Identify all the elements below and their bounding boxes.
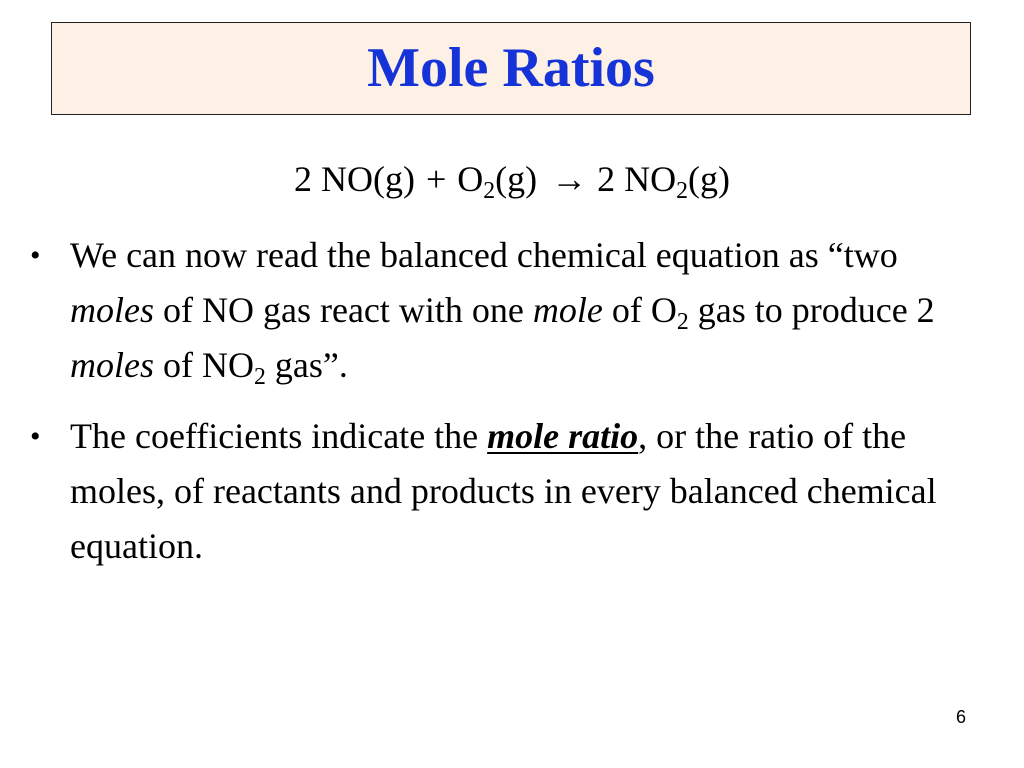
chemical-equation — [0, 158, 1024, 205]
bullet-text: The coefficients indicate the mole ratio, or the ratio of the moles, of reactants and products in every balanced chemical equation. — [70, 416, 937, 566]
emphasis-mole: mole — [532, 290, 603, 330]
slide-title: Mole Ratios — [367, 36, 655, 99]
equation-product-no2: $NO_2(g)$ — [624, 159, 730, 205]
page-number: 6 — [955, 707, 966, 727]
bullet-dot-icon: • — [30, 420, 41, 453]
equation-plus: + — [425, 159, 447, 199]
bullet-item-mole-ratio — [28, 409, 988, 574]
term-mole-ratio: mole ratio — [487, 416, 639, 456]
emphasis-moles: moles — [70, 290, 154, 330]
equation-coefficient-no: 2 — [293, 159, 312, 199]
equation-reactant-no: NO(g) — [320, 159, 415, 199]
equation-coefficient-no2: 2 — [597, 159, 616, 199]
bullet-text: We can now read the balanced chemical equation as “two moles of NO gas react with one mole of $O_2$ gas to produce 2 moles of $NO_2$ gas”. — [70, 235, 935, 391]
title-box — [51, 22, 971, 115]
emphasis-moles: moles — [70, 345, 154, 385]
bullet-dot-icon: • — [30, 239, 41, 272]
bullet-item-read-equation — [28, 228, 988, 393]
equation-reactant-o2: $O_2(g)$ — [457, 159, 538, 205]
equation-arrow: → — [551, 159, 588, 199]
bullet-list — [28, 228, 988, 590]
